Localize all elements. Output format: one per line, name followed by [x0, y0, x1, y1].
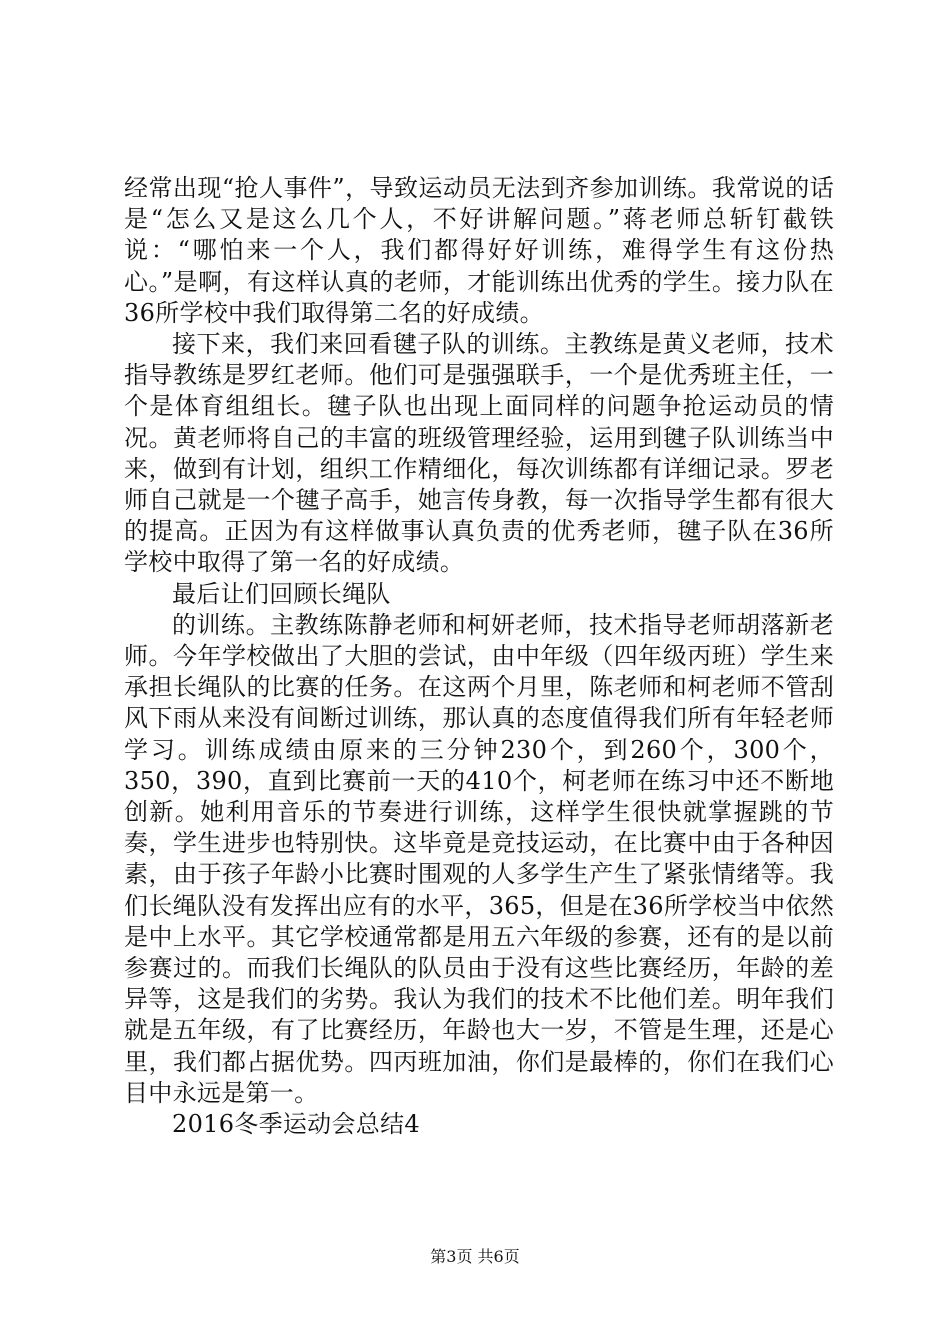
paragraph-long-rope-team: 的训练。主教练陈静老师和柯妍老师，技术指导老师胡落新老师。今年学校做出了大胆的尝试，由中年级（四年级丙班）学生来承担长绳队的比赛的任务。在这两个月里，陈老师和柯老师不管刮风下雨从来没有间断过训练，那认真的态度值得我们所有年轻老师学习。训练成绩由原来的三分钟230个，到260个，300个，350，390，直到比赛前一天的410个，柯老师在练习中还不断地创新。她利用音乐的节奏进行训练，这样学生很快就掌握跳的节奏，学生进步也特别快。这毕竟是竞技运动，在比赛中由于各种因素，由于孩子年龄小比赛时围观的人多学生产生了紧张情绪等。我们长绳队没有发挥出应有的水平，365，但是在36所学校当中依然是中上水平。其它学校通常都是用五六年级的参赛，还有的是以前参赛过的。而我们长绳队的队员由于没有这些比赛经历，年龄的差异等，这是我们的劣势。我认为我们的技术不比他们差。明年我们就是五年级，有了比赛经历，年龄也大一岁，不管是生理，还是心里，我们都占据优势。四丙班加油，你们是最棒的，你们在我们心目中永远是第一。 [124, 610, 834, 1107]
document-body [124, 173, 834, 1140]
paragraph-long-rope-intro: 最后让们回顾长绳队 [172, 579, 391, 608]
paragraph-relay-team: 经常出现“抢人事件”，导致运动员无法到齐参加训练。我常说的话是“怎么又是这么几个人，不好讲解问题。”蒋老师总斩钉截铁说：“哪怕来一个人，我们都得好好训练，难得学生有这份热心。”是啊，有这样认真的老师，才能训练出优秀的学生。接力队在36所学校中我们取得第二名的好成绩。 [124, 174, 834, 327]
paragraph-shuttlecock-team: 接下来，我们来回看毽子队的训练。主教练是黄义老师，技术指导教练是罗红老师。他们可是强强联手，一个是优秀班主任，一个是体育组组长。毽子队也出现上面同样的问题争抢运动员的情况。黄老师将自己的丰富的班级管理经验，运用到毽子队训练当中来，做到有计划，组织工作精细化，每次训练都有详细记录。罗老师自己就是一个毽子高手，她言传身教，每一次指导学生都有很大的提高。正因为有这样做事认真负责的优秀老师，毽子队在36所学校中取得了第一名的好成绩。 [124, 330, 834, 577]
section-heading: 2016冬季运动会总结4 [172, 1110, 420, 1139]
page-number-footer: 第3页 共6页 [430, 1247, 520, 1266]
